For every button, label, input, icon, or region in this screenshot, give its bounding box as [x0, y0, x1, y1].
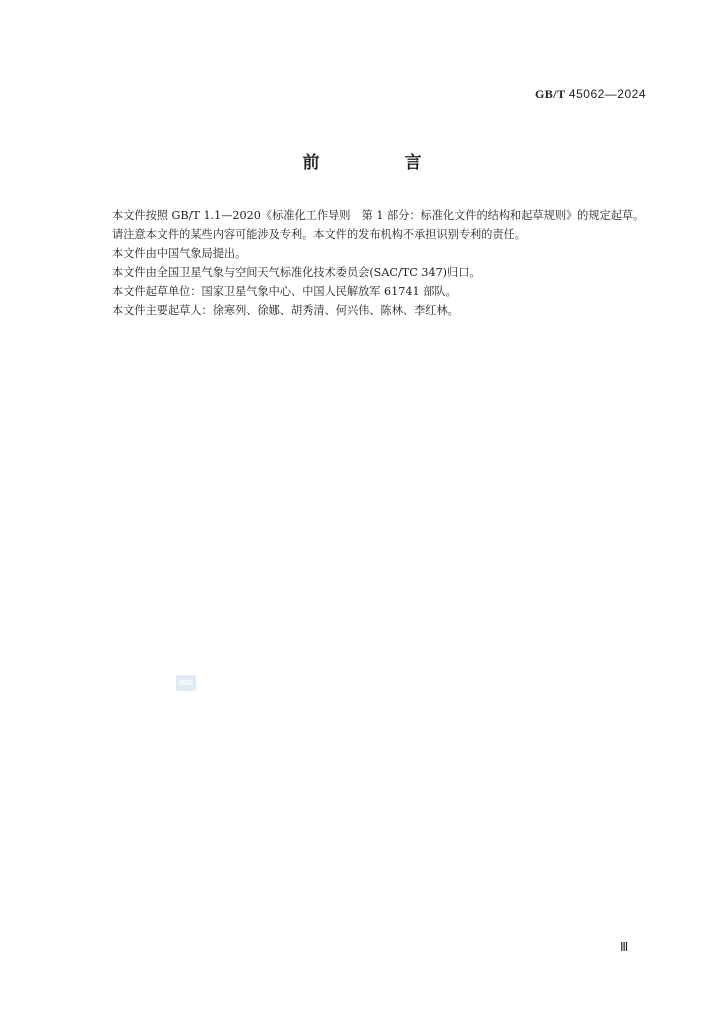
sac-watermark-logo — [176, 675, 196, 691]
paragraph-committee: 本文件由全国卫星气象与空间天气标准化技术委员会(SAC/TC 347)归口。 — [112, 266, 481, 279]
foreword-body — [87, 206, 649, 320]
standard-code — [535, 87, 646, 102]
paragraph-drafters: 本文件主要起草人：徐寒列、徐娜、胡秀清、何兴伟、陈林、李红林。 — [112, 304, 459, 317]
paragraph-proposer: 本文件由中国气象局提出。 — [112, 247, 247, 260]
paragraph-drafting-rules: 本文件按照 GB/T 1.1—2020《标准化工作导则 第 1 部分：标准化文件的结构和起草规则》的规定起草。 — [112, 209, 645, 222]
standard-prefix: GB/T — [534, 87, 566, 101]
paragraph-patent-notice: 请注意本文件的某些内容可能涉及专利。本文件的发布机构不承担识别专利的责任。 — [112, 228, 526, 241]
paragraph-drafting-units: 本文件起草单位：国家卫星气象中心、中国人民解放军 61741 部队。 — [112, 285, 457, 298]
page-title: 前 言 — [302, 153, 456, 173]
standard-number: 45062—2024 — [568, 87, 646, 101]
page-number: Ⅲ — [620, 940, 629, 954]
